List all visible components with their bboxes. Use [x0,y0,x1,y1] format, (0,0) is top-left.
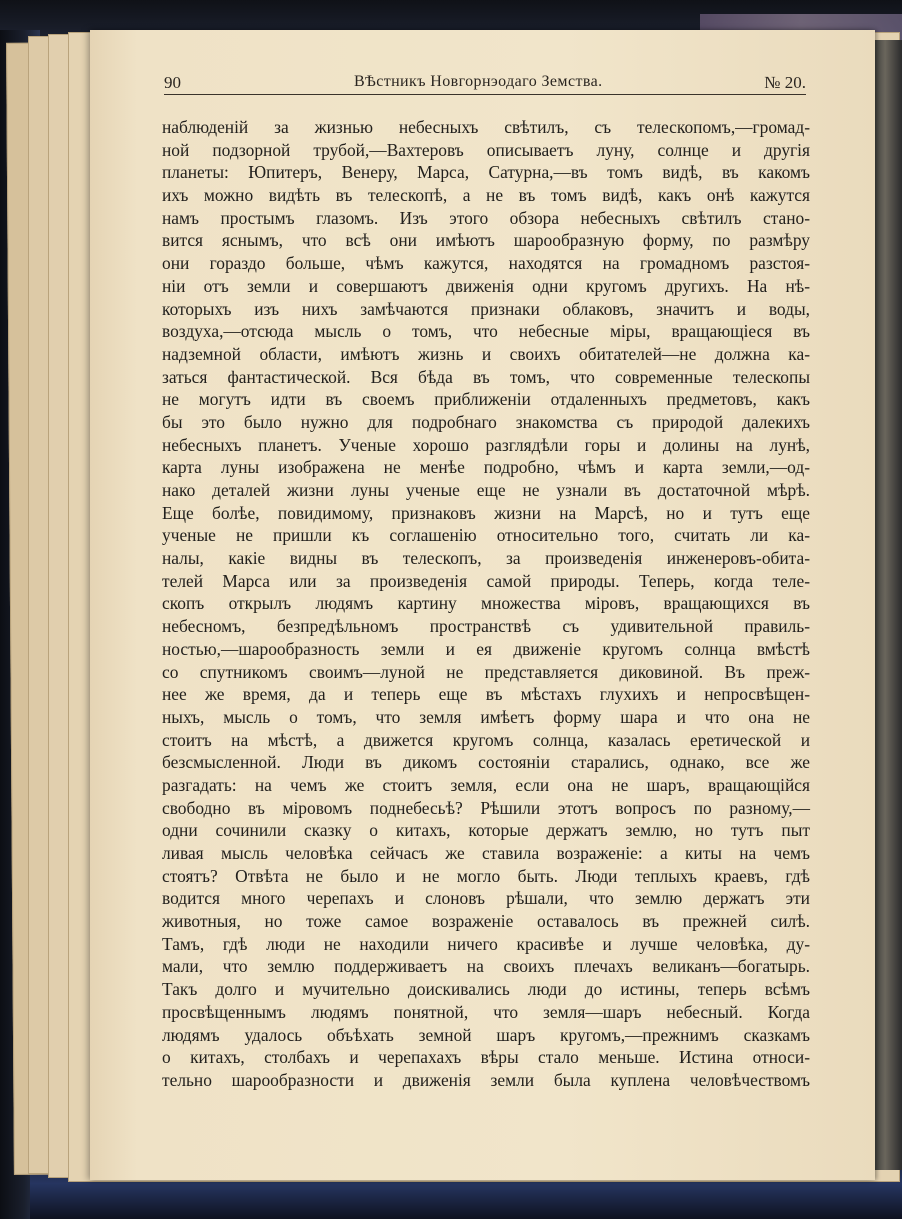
text-line: вится яснымъ, что всѣ они имѣютъ шарообразную форму, по размѣру [162,230,810,251]
text-line: ихъ можно видѣть въ телескопѣ, а не въ томъ видѣ, какъ онѣ кажутся [162,185,810,206]
text-line: стоятъ? Отвѣта не было и не могло быть. Люди теплыхъ краевъ, гдѣ [162,865,810,886]
text-line: бы это было нужно для подробнаго знакомства съ природой далекихъ [162,411,810,432]
book-page [90,30,875,1180]
text-line: заться фантастической. Вся бѣда въ томъ, что современные телескопы [162,366,810,387]
text-line: безсмысленной. Люди въ дикомъ состояніи старались, однако, все же [162,752,810,773]
text-line: водится много черепахъ и слоновъ рѣшали, что землю держатъ эти [162,888,810,909]
text-line: ныхъ, мысль о томъ, что земля имѣетъ форму шара и что она не [162,706,810,727]
text-line: разгадать: на чемъ же стоитъ земля, если она не шаръ, вращающійся [162,774,810,795]
text-line: стоитъ на мѣстѣ, а движется кругомъ солнца, казалась еретической и [162,729,810,750]
text-line: скопъ открылъ людямъ картину множества міровъ, вращающихся въ [162,593,810,614]
text-line: ной подзорной трубой,—Вахтеровъ описываетъ луну, солнце и другія [162,139,810,160]
text-line: которыхъ изъ нихъ замѣчаются признаки облаковъ, значитъ и воды, [162,298,810,319]
text-line: не могутъ идти въ своемъ приближеніи отдаленныхъ предметовъ, какъ [162,389,810,410]
text-line: Такъ долго и мучительно доискивались люди до истины, теперь всѣмъ [162,979,810,1000]
text-line: налы, какіе видны въ телескопъ, за произведенія инженеровъ-обита- [162,548,810,569]
journal-title: ВѢстникъ Новгорнэодаго Земства. [354,73,603,90]
text-line: одни сочинили сказку о китахъ, которые держатъ землю, но тутъ пыт [162,820,810,841]
text-line: Тамъ, гдѣ люди не находили ничего красивѣе и лучше человѣка, ду- [162,933,810,954]
text-line: воздуха,—отсюда мысль о томъ, что небесные міры, вращающіеся въ [162,321,810,342]
text-line: Еще болѣе, повидимому, признаковъ жизни на Марсѣ, но и тутъ еще [162,502,810,523]
text-line: тельно шарообразности и движенія земли была куплена человѣчествомъ [162,1069,810,1090]
text-line: они гораздо больше, чѣмъ кажутся, находятся на громадномъ разстоя- [162,253,810,274]
body-text [162,116,810,1092]
text-line: небесномъ, безпредѣльномъ пространствѣ съ удивительной правиль- [162,616,810,637]
header-rule [164,94,806,95]
text-line: мали, что землю поддерживаетъ на своихъ плечахъ великанъ—богатырь. [162,956,810,977]
page-edge-shadow [874,40,902,1170]
text-line: свободно въ міровомъ поднебесьѣ? Рѣшили этотъ вопросъ по разному,— [162,797,810,818]
text-line: нее же время, да и теперь еще въ мѣстахъ глухихъ и непросвѣщен- [162,684,810,705]
text-line: планеты: Юпитеръ, Венеру, Марса, Сатурна,—въ томъ видѣ, въ какомъ [162,162,810,183]
running-header [164,71,806,95]
page-number: 90 [164,73,181,92]
text-line: животныя, но тоже самое возраженіе оставалось въ прежней силѣ. [162,911,810,932]
text-line: ливая мысль человѣка сейчасъ же ставила возраженіе: а киты на чемъ [162,843,810,863]
text-line: наблюденій за жизнью небесныхъ свѣтилъ, съ телескопомъ,—громад- [162,117,810,137]
text-line: карта луны изображена не менѣе подробно, чѣмъ и карта земли,—од- [162,457,810,478]
text-line: со спутникомъ своимъ—луной не представляется диковиной. Въ преж- [162,661,810,682]
text-line: о китахъ, столбахъ и черепахахъ вѣры стало меньше. Истина относи- [162,1047,810,1068]
text-line: ученые не пришли къ соглашенію относительно того, считать ли ка- [162,525,810,546]
text-line: намъ простымъ глазомъ. Изъ этого обзора небесныхъ свѣтилъ стано- [162,207,810,228]
issue-number: № 20. [764,73,806,92]
text-line: телей Марса или за произведенія самой природы. Теперь, когда теле- [162,570,810,591]
text-line: просвѣщеннымъ людямъ понятной, что земля—шаръ небесный. Когда [162,1001,810,1022]
text-line: нако деталей жизни луны ученые еще не узнали въ достаточной мѣрѣ. [162,480,810,500]
text-line: людямъ удалось объѣхать земной шаръ кругомъ,—прежнимъ сказкамъ [162,1024,810,1045]
text-line: небесныхъ планетъ. Ученые хорошо разглядѣли горы и долины на лунѣ, [162,434,810,455]
text-line: ностью,—шарообразность земли и ея движеніе кругомъ солнца вмѣстѣ [162,638,810,659]
text-line: ніи отъ земли и совершаютъ движенія одни кругомъ другихъ. На нѣ- [162,275,810,296]
text-line: надземной области, имѣютъ жизнь и своихъ обитателей—не должна ка- [162,343,810,364]
